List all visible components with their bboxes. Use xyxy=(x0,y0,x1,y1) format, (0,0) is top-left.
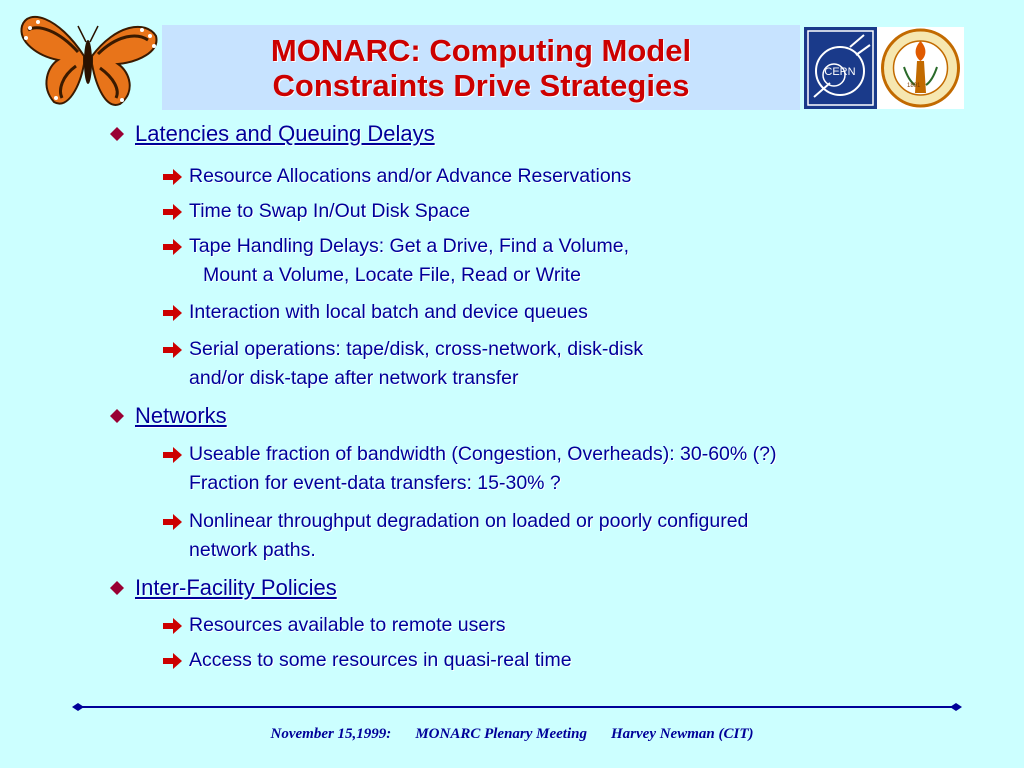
sub-bullet xyxy=(160,298,588,327)
sub-bullet-text: Access to some resources in quasi-real time xyxy=(189,649,572,671)
sub-bullet-text: Serial operations: tape/disk, cross-network, disk-disk xyxy=(189,338,644,360)
sub-bullet-text-continued: network paths. xyxy=(189,539,316,561)
bullet-inter-facility-policies xyxy=(108,575,337,601)
arrow-right-icon xyxy=(160,162,189,191)
diamond-bullet-icon xyxy=(108,121,135,147)
sub-bullet-text-continued: Mount a Volume, Locate File, Read or Write xyxy=(203,264,581,286)
section-heading: Inter-Facility Policies xyxy=(135,575,337,600)
section-heading: Latencies and Queuing Delays xyxy=(135,121,435,146)
arrow-right-icon xyxy=(160,335,189,364)
sub-bullet xyxy=(160,197,470,226)
arrow-right-icon xyxy=(160,298,189,327)
arrow-right-icon xyxy=(160,232,189,261)
sub-bullet-text: Resources available to remote users xyxy=(189,614,506,636)
sub-bullet xyxy=(160,646,572,675)
caltech-year: 1891 xyxy=(907,83,921,89)
sub-bullet-text: Useable fraction of bandwidth (Congestion, Overheads): 30-60% (?) xyxy=(189,443,777,465)
sub-bullet-text-continued: Fraction for event-data transfers: 15-30% ? xyxy=(189,472,561,494)
footer-divider xyxy=(72,701,962,713)
sub-bullet xyxy=(160,611,506,640)
footer-author: Harvey Newman (CIT) xyxy=(611,726,754,742)
sub-bullet xyxy=(160,232,629,290)
sub-bullet-text: Interaction with local batch and device queues xyxy=(189,301,588,323)
arrow-right-icon xyxy=(160,646,189,675)
arrow-right-icon xyxy=(160,197,189,226)
diamond-bullet-icon xyxy=(108,575,135,601)
sub-bullet-text: Time to Swap In/Out Disk Space xyxy=(189,200,471,222)
section-heading: Networks xyxy=(135,403,227,428)
footer-event: MONARC Plenary Meeting xyxy=(415,726,587,742)
arrow-right-icon xyxy=(160,440,189,469)
footer xyxy=(0,726,1024,743)
footer-date: November 15,1999: xyxy=(270,726,392,742)
bullet-networks xyxy=(108,403,227,429)
cern-logo-text: CERN xyxy=(824,66,856,78)
sub-bullet-text: Tape Handling Delays: Get a Drive, Find a Volume, xyxy=(189,235,630,257)
diamond-bullet-icon xyxy=(108,403,135,429)
sub-bullet xyxy=(160,440,777,498)
sub-bullet xyxy=(160,335,643,393)
arrow-right-icon xyxy=(160,611,189,640)
sub-bullet-text: Resource Allocations and/or Advance Reservations xyxy=(189,165,632,187)
sub-bullet-text-continued: and/or disk-tape after network transfer xyxy=(189,367,519,389)
sub-bullet-text: Nonlinear throughput degradation on loaded or poorly configured xyxy=(189,510,749,532)
page-title-line-1: MONARC: Computing Model xyxy=(270,32,692,68)
arrow-right-icon xyxy=(160,507,189,536)
sub-bullet xyxy=(160,507,748,565)
page-title-line-2: Constraints Drive Strategies xyxy=(272,67,690,103)
sub-bullet xyxy=(160,162,631,191)
bullet-latencies xyxy=(108,121,435,147)
